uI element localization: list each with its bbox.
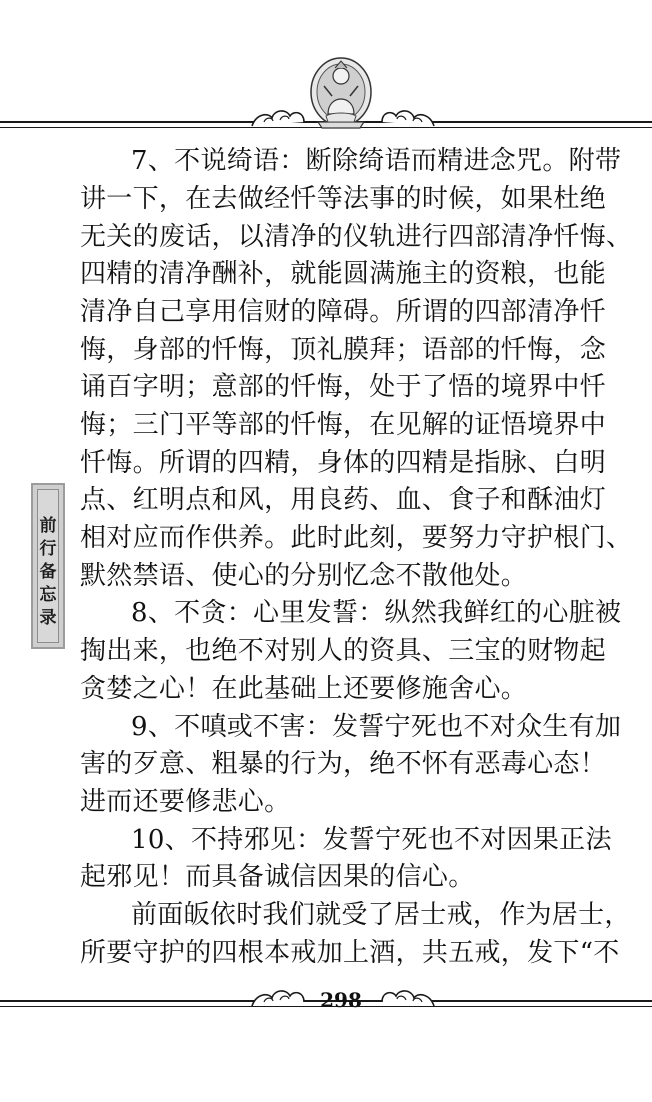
body-line: 起邪见！而具备诚信因果的信心。 [80, 862, 475, 892]
sidebar-tab-char: 行 [39, 539, 57, 559]
body-line: 无关的废话，以清净的仪轨进行四部清净忏悔、 [80, 222, 633, 252]
body-line: 掏出来，也绝不对别人的资具、三宝的财物起 [80, 636, 607, 666]
body-line: 相对应而作供养。此时此刻，要努力守护根门、 [80, 523, 633, 553]
sidebar-tab-char: 忘 [39, 585, 57, 605]
body-line: 默然禁语、使心的分别忆念不散他处。 [80, 561, 528, 591]
sidebar-tab [31, 483, 65, 649]
body-line: 所要守护的四根本戒加上酒，共五戒，发下“不 [80, 938, 620, 968]
footer-left-cloud-ornament-icon [250, 984, 306, 1008]
body-line: 贪婪之心！在此基础上还要修施舍心。 [80, 674, 528, 704]
sidebar-tab-label [33, 515, 63, 630]
body-line: 诵百字明；意部的忏悔，处于了悟的境界中忏 [80, 372, 607, 402]
left-cloud-ornament-icon [250, 104, 306, 128]
sidebar-tab-char: 录 [39, 608, 57, 628]
deity-emblem-icon [306, 56, 376, 132]
page-number: 298 [320, 988, 362, 1012]
sidebar-tab-char: 前 [39, 516, 57, 536]
body-line: 清净自己享用信财的障碍。所谓的四部清净忏 [80, 297, 607, 327]
body-line: 9、不嗔或不害：发誓宁死也不对众生有加 [131, 712, 622, 742]
body-line: 10、不持邪见：发誓宁死也不对因果正法 [131, 825, 612, 855]
body-line: 害的歹意、粗暴的行为，绝不怀有恶毒心态！ [80, 749, 607, 779]
body-line: 前面皈依时我们就受了居士戒，作为居士， [131, 900, 631, 930]
body-line: 忏悔。所谓的四精，身体的四精是指脉、白明 [80, 448, 607, 478]
body-line: 讲一下，在去做经忏等法事的时候，如果杜绝 [80, 184, 607, 214]
sidebar-tab-char [33, 515, 63, 630]
body-line: 8、不贪：心里发誓：纵然我鲜红的心脏被 [131, 598, 622, 628]
body-line: 7、不说绮语：断除绮语而精进念咒。附带 [131, 146, 622, 176]
body-line: 点、红明点和风，用良药、血、食子和酥油灯 [80, 485, 607, 515]
body-line: 进而还要修悲心。 [80, 787, 291, 817]
right-cloud-ornament-icon [380, 104, 436, 128]
footer-right-cloud-ornament-icon [380, 984, 436, 1008]
sidebar-tab-char: 备 [39, 562, 57, 582]
body-line: 悔；三门平等部的忏悔，在见解的证悟境界中 [80, 410, 607, 440]
body-line: 悔，身部的忏悔，顶礼膜拜；语部的忏悔，念 [80, 335, 607, 365]
body-line: 四精的清净酬补，就能圆满施主的资粮，也能 [80, 259, 607, 289]
